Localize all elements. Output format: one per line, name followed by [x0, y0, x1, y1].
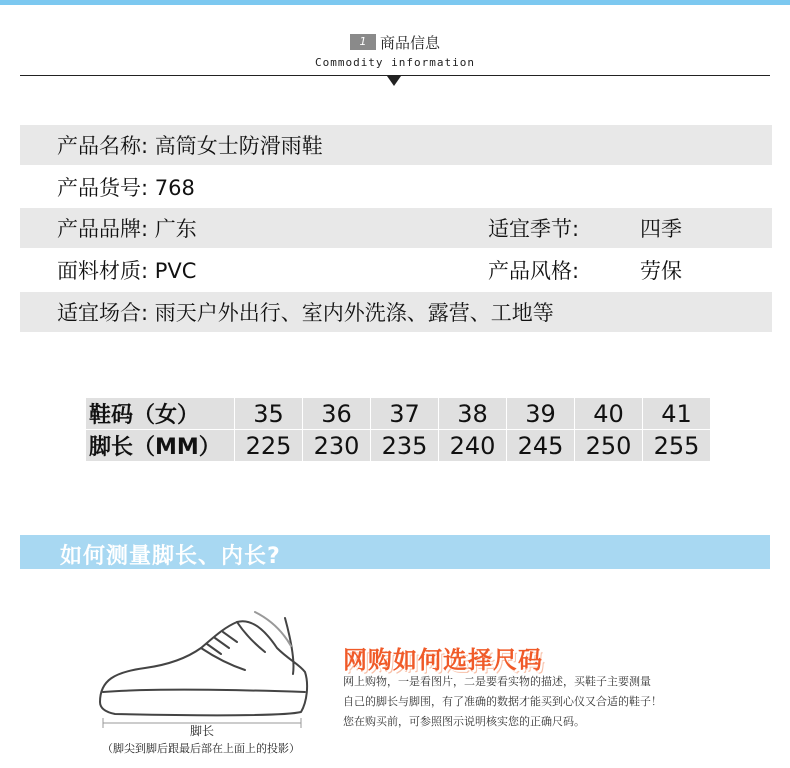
size-cell: 39	[507, 398, 575, 430]
size-table	[86, 398, 711, 461]
size-cell: 36	[303, 398, 371, 430]
info-row-sku	[20, 167, 772, 207]
name-value: 高筒女士防滑雨鞋	[154, 134, 323, 158]
section-number-badge: 1	[350, 34, 376, 50]
table-row	[86, 430, 711, 462]
measure-banner	[20, 535, 770, 569]
material-label: 面料材质:	[57, 259, 149, 283]
foot-length-note: （脚尖到脚后跟最后部在上面上的投影）	[102, 742, 300, 755]
info-row-material	[20, 250, 772, 290]
length-cell: 250	[575, 430, 643, 462]
length-cell: 255	[643, 430, 711, 462]
info-row-scene	[20, 292, 772, 332]
season-value: 四季	[640, 217, 682, 241]
size-cell: 40	[575, 398, 643, 430]
size-row-label: 鞋码（女）	[86, 398, 235, 430]
length-cell: 240	[439, 430, 507, 462]
style-value: 劳保	[640, 259, 682, 283]
style-label: 产品风格:	[488, 259, 580, 283]
online-tip-line-3: 您在购买前，可参照图示说明核实您的正确尺码。	[343, 715, 585, 728]
length-cell: 245	[507, 430, 575, 462]
section-subtitle: Commodity information	[314, 55, 476, 69]
season-label: 适宜季节:	[488, 217, 580, 241]
triangle-down-icon	[387, 76, 401, 86]
top-accent-bar	[0, 0, 790, 5]
info-row-brand	[20, 208, 772, 248]
measure-banner-title: 如何测量脚长、内长?	[60, 544, 281, 569]
shoe-outline-icon	[95, 610, 325, 730]
size-cell: 37	[371, 398, 439, 430]
length-cell: 230	[303, 430, 371, 462]
name-label: 产品名称:	[57, 134, 149, 158]
size-cell: 38	[439, 398, 507, 430]
section-title	[350, 32, 440, 53]
length-cell: 235	[371, 430, 439, 462]
brand-label: 产品品牌:	[57, 217, 149, 241]
online-tip-line-1: 网上购物，一是看图片，二是要看实物的描述，买鞋子主要测量	[343, 675, 651, 688]
sku-value: 768	[154, 176, 195, 200]
info-row-name	[20, 125, 772, 165]
size-cell: 41	[643, 398, 711, 430]
brand-value: 广东	[154, 217, 197, 241]
sku-label: 产品货号:	[57, 176, 149, 200]
material-value: PVC	[154, 259, 197, 283]
section-title-text: 商品信息	[379, 33, 440, 52]
size-cell: 35	[235, 398, 303, 430]
online-tip-line-2: 自己的脚长与脚围，有了准确的数据才能买到心仪又合适的鞋子！	[343, 695, 662, 708]
length-row-label: 脚长（MM）	[86, 430, 235, 462]
section-header	[0, 30, 790, 69]
scene-label: 适宜场合:	[57, 301, 149, 325]
scene-value: 雨天户外出行、室内外洗涤、露营、工地等	[154, 301, 554, 325]
online-size-title: 网购如何选择尺码	[343, 646, 543, 674]
table-row	[86, 398, 711, 430]
foot-length-label: 脚长	[190, 724, 215, 738]
length-cell: 225	[235, 430, 303, 462]
